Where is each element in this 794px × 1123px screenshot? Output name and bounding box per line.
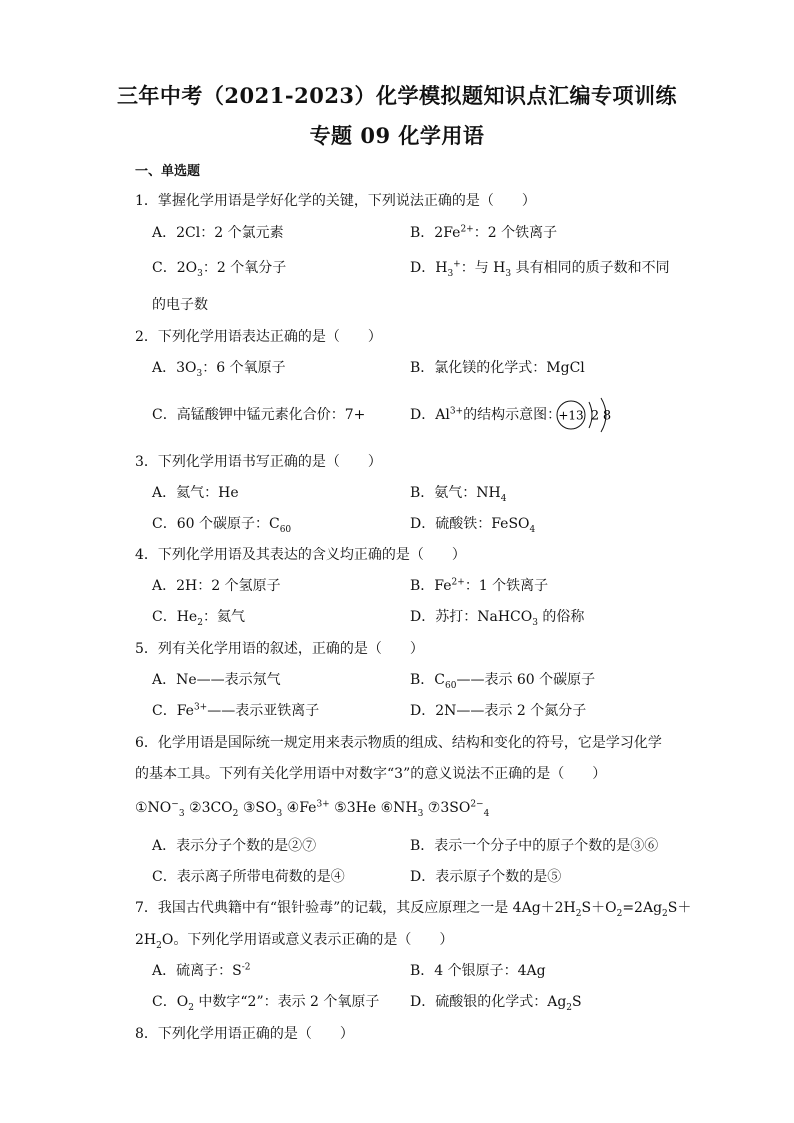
- document-title: 三年中考（2021-2023）化学模拟题知识点汇编专项训练: [116, 83, 678, 108]
- q4-option-c: C．$He_2$：氦气: [152, 609, 245, 628]
- question-1-stem: 1．掌握化学用语是学好化学的关键，下列说法正确的是（ ）: [135, 193, 536, 209]
- question-2-stem: 2．下列化学用语表达正确的是（ ）: [135, 329, 382, 345]
- q1-option-a: A．2Cl：2 个氯元素: [152, 225, 284, 241]
- q3-option-a: A．氦气：He: [152, 485, 239, 501]
- section-heading: 一、单选题: [135, 164, 201, 179]
- q3-option-c: C．60 个碳原子：$C_{60}$: [152, 516, 292, 535]
- nucleus-charge: +13: [558, 408, 584, 423]
- q5-option-c: C．$Fe^{3+}——$表示亚铁离子: [152, 702, 320, 719]
- shell-2-electrons: 8: [602, 408, 612, 424]
- question-6-stem-line1: 6．化学用语是国际统一规定用来表示物质的组成、结构和变化的符号，它是学习化学: [135, 735, 662, 751]
- q2-option-a: A．$3O_3$：6 个氧原子: [152, 360, 286, 379]
- topic-title: 专题 09 化学用语: [309, 123, 485, 148]
- q4-option-a: A．2H：2 个氢原子: [152, 578, 281, 594]
- q6-option-c: C．表示离子所带电荷数的是④: [152, 869, 345, 885]
- question-8-stem: 8．下列化学用语正确的是（ ）: [135, 1026, 354, 1042]
- q7-option-a: A．硫离子：$S^{-2}$: [152, 962, 251, 979]
- question-7-stem-line2: $2H_2O$。下列化学用语或意义表示正确的是（ ）: [135, 932, 454, 951]
- q6-formula-list: $①NO^-_3$ $②3CO_2$ $③SO_3$ $④Fe^{3+}$ ⑤3He $⑥NH_3$ $⑦3SO^{2-}_4$: [135, 799, 490, 819]
- question-5-stem: 5．列有关化学用语的叙述，正确的是（ ）: [135, 641, 424, 657]
- q5-option-b: B．$C_{60}——$表示 60 个碳原子: [410, 672, 596, 691]
- q7-option-d: D．硫酸银的化学式：$Ag_2S$: [410, 994, 582, 1013]
- aluminum-ion-structure-diagram: [555, 396, 625, 434]
- q2-option-b: B．氯化镁的化学式：MgCl: [410, 360, 585, 376]
- question-6-stem-line2: 的基本工具。下列有关化学用语中对数字“3”的意义说法不正确的是（ ）: [135, 766, 607, 782]
- q4-option-d: D．苏打：NaHCO$_3$ 的俗称: [410, 609, 585, 628]
- shell-1-electrons: 2: [590, 408, 600, 424]
- question-4-stem: 4．下列化学用语及其表达的含义均正确的是（ ）: [135, 547, 466, 563]
- q5-option-a: A．Ne——表示氖气: [152, 672, 281, 688]
- q7-option-b: B．4 个银原子：4Ag: [410, 963, 546, 979]
- q5-option-d: D．2N——表示 2 个氮分子: [410, 703, 587, 719]
- question-3-stem: 3．下列化学用语书写正确的是（ ）: [135, 454, 382, 470]
- q6-option-d: D．表示原子个数的是⑤: [410, 869, 562, 885]
- q1-option-d: D．$H_3^+$：与 $H_3$ 具有相同的质子数和不同: [410, 259, 670, 279]
- q3-option-d: D．硫酸铁：FeSO$_4$: [410, 516, 536, 535]
- q6-option-a: A．表示分子个数的是②⑦: [152, 838, 317, 854]
- q3-option-b: B．氨气：$NH_4$: [410, 485, 507, 504]
- q6-option-b: B．表示一个分子中的原子个数的是③⑥: [410, 838, 659, 854]
- q2-option-d: D．$Al^{3+}$的结构示意图：: [410, 406, 562, 423]
- q4-option-b: B．$Fe^{2+}$：1 个铁离子: [410, 577, 549, 594]
- q2-option-c: C．高锰酸钾中锰元素化合价：7+: [152, 407, 366, 423]
- question-7-stem-line1: 7．我国古代典籍中有“银针验毒”的记载，其反应原理之一是 $4Ag+2H_2S+O_2=2Ag_2S+$: [135, 900, 692, 919]
- q1-option-c: C．$2O_3$：2 个氧分子: [152, 260, 287, 279]
- q7-option-c: C．$O_2$ 中数字“2”：表示 2 个氧原子: [152, 994, 380, 1013]
- q1-option-d-continued: 的电子数: [152, 297, 208, 313]
- q1-option-b: B．$2Fe^{2+}$：2 个铁离子: [410, 224, 558, 241]
